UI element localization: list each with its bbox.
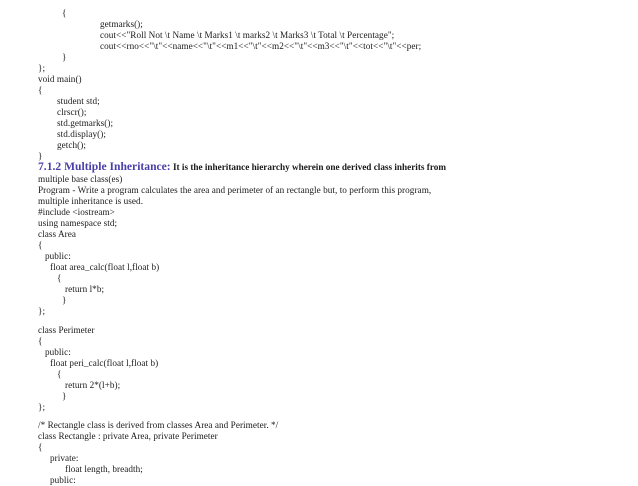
code-line: return l*b; <box>65 284 105 294</box>
code-line: } <box>62 391 67 401</box>
section-heading-title: 7.1.2 Multiple Inheritance: <box>38 160 171 173</box>
code-line: { <box>62 8 67 18</box>
code-line: cout<<"Roll Not \t Name \t Marks1 \t marks2 \t Marks3 \t Total \t Percentage"; <box>100 30 395 40</box>
code-line: float peri_calc(float l,float b) <box>50 358 159 368</box>
code-line: { <box>38 336 43 346</box>
code-line: } <box>38 151 43 161</box>
code-line: } <box>62 295 67 305</box>
code-line: clrscr(); <box>57 107 87 117</box>
code-line: void main() <box>38 74 82 84</box>
code-line: public: <box>45 347 71 357</box>
code-line: class Perimeter <box>38 325 95 335</box>
code-line: }; <box>38 402 46 412</box>
code-line: std.getmarks(); <box>57 118 114 128</box>
code-line: { <box>38 240 43 250</box>
code-line: using namespace std; <box>38 218 118 228</box>
code-line: cout<<rno<<"\t"<<name<<"\t"<<m1<<"\t"<<m2<<"\t"<<m3<<"\t"<<tot<<"\t"<<per; <box>100 41 422 51</box>
code-comment: /* Rectangle class is derived from classes Area and Perimeter. */ <box>38 420 279 430</box>
code-line: float length, breadth; <box>65 464 143 474</box>
code-line: getmarks(); <box>100 19 143 29</box>
body-text-line: Program - Write a program calculates the area and perimeter of an rectangle but, to perform this program, <box>38 185 432 195</box>
body-text-line: multiple inheritance is used. <box>38 196 144 206</box>
code-line: class Area <box>38 229 76 239</box>
code-line: { <box>38 85 43 95</box>
code-line: { <box>38 442 43 452</box>
code-line: getch(); <box>57 140 86 150</box>
code-line: float area_calc(float l,float b) <box>50 262 160 272</box>
code-line: return 2*(l+b); <box>65 380 121 390</box>
code-line: { <box>57 369 62 379</box>
code-line: }; <box>38 306 46 316</box>
code-line: public: <box>50 475 76 485</box>
code-line: private: <box>50 453 79 463</box>
code-line: } <box>62 52 67 62</box>
code-line: public: <box>45 251 71 261</box>
code-line: student std; <box>57 96 100 106</box>
code-line: #include <iostream> <box>38 207 115 217</box>
section-heading-text: It is the inheritance hierarchy wherein one derived class inherits from <box>170 162 447 172</box>
code-line: std.display(); <box>57 129 106 139</box>
code-line: }; <box>38 63 46 73</box>
body-text-line: multiple base class(es) <box>38 174 123 184</box>
section-heading <box>38 161 446 173</box>
code-line: class Rectangle : private Area, private Perimeter <box>38 431 218 441</box>
code-line: { <box>57 273 62 283</box>
